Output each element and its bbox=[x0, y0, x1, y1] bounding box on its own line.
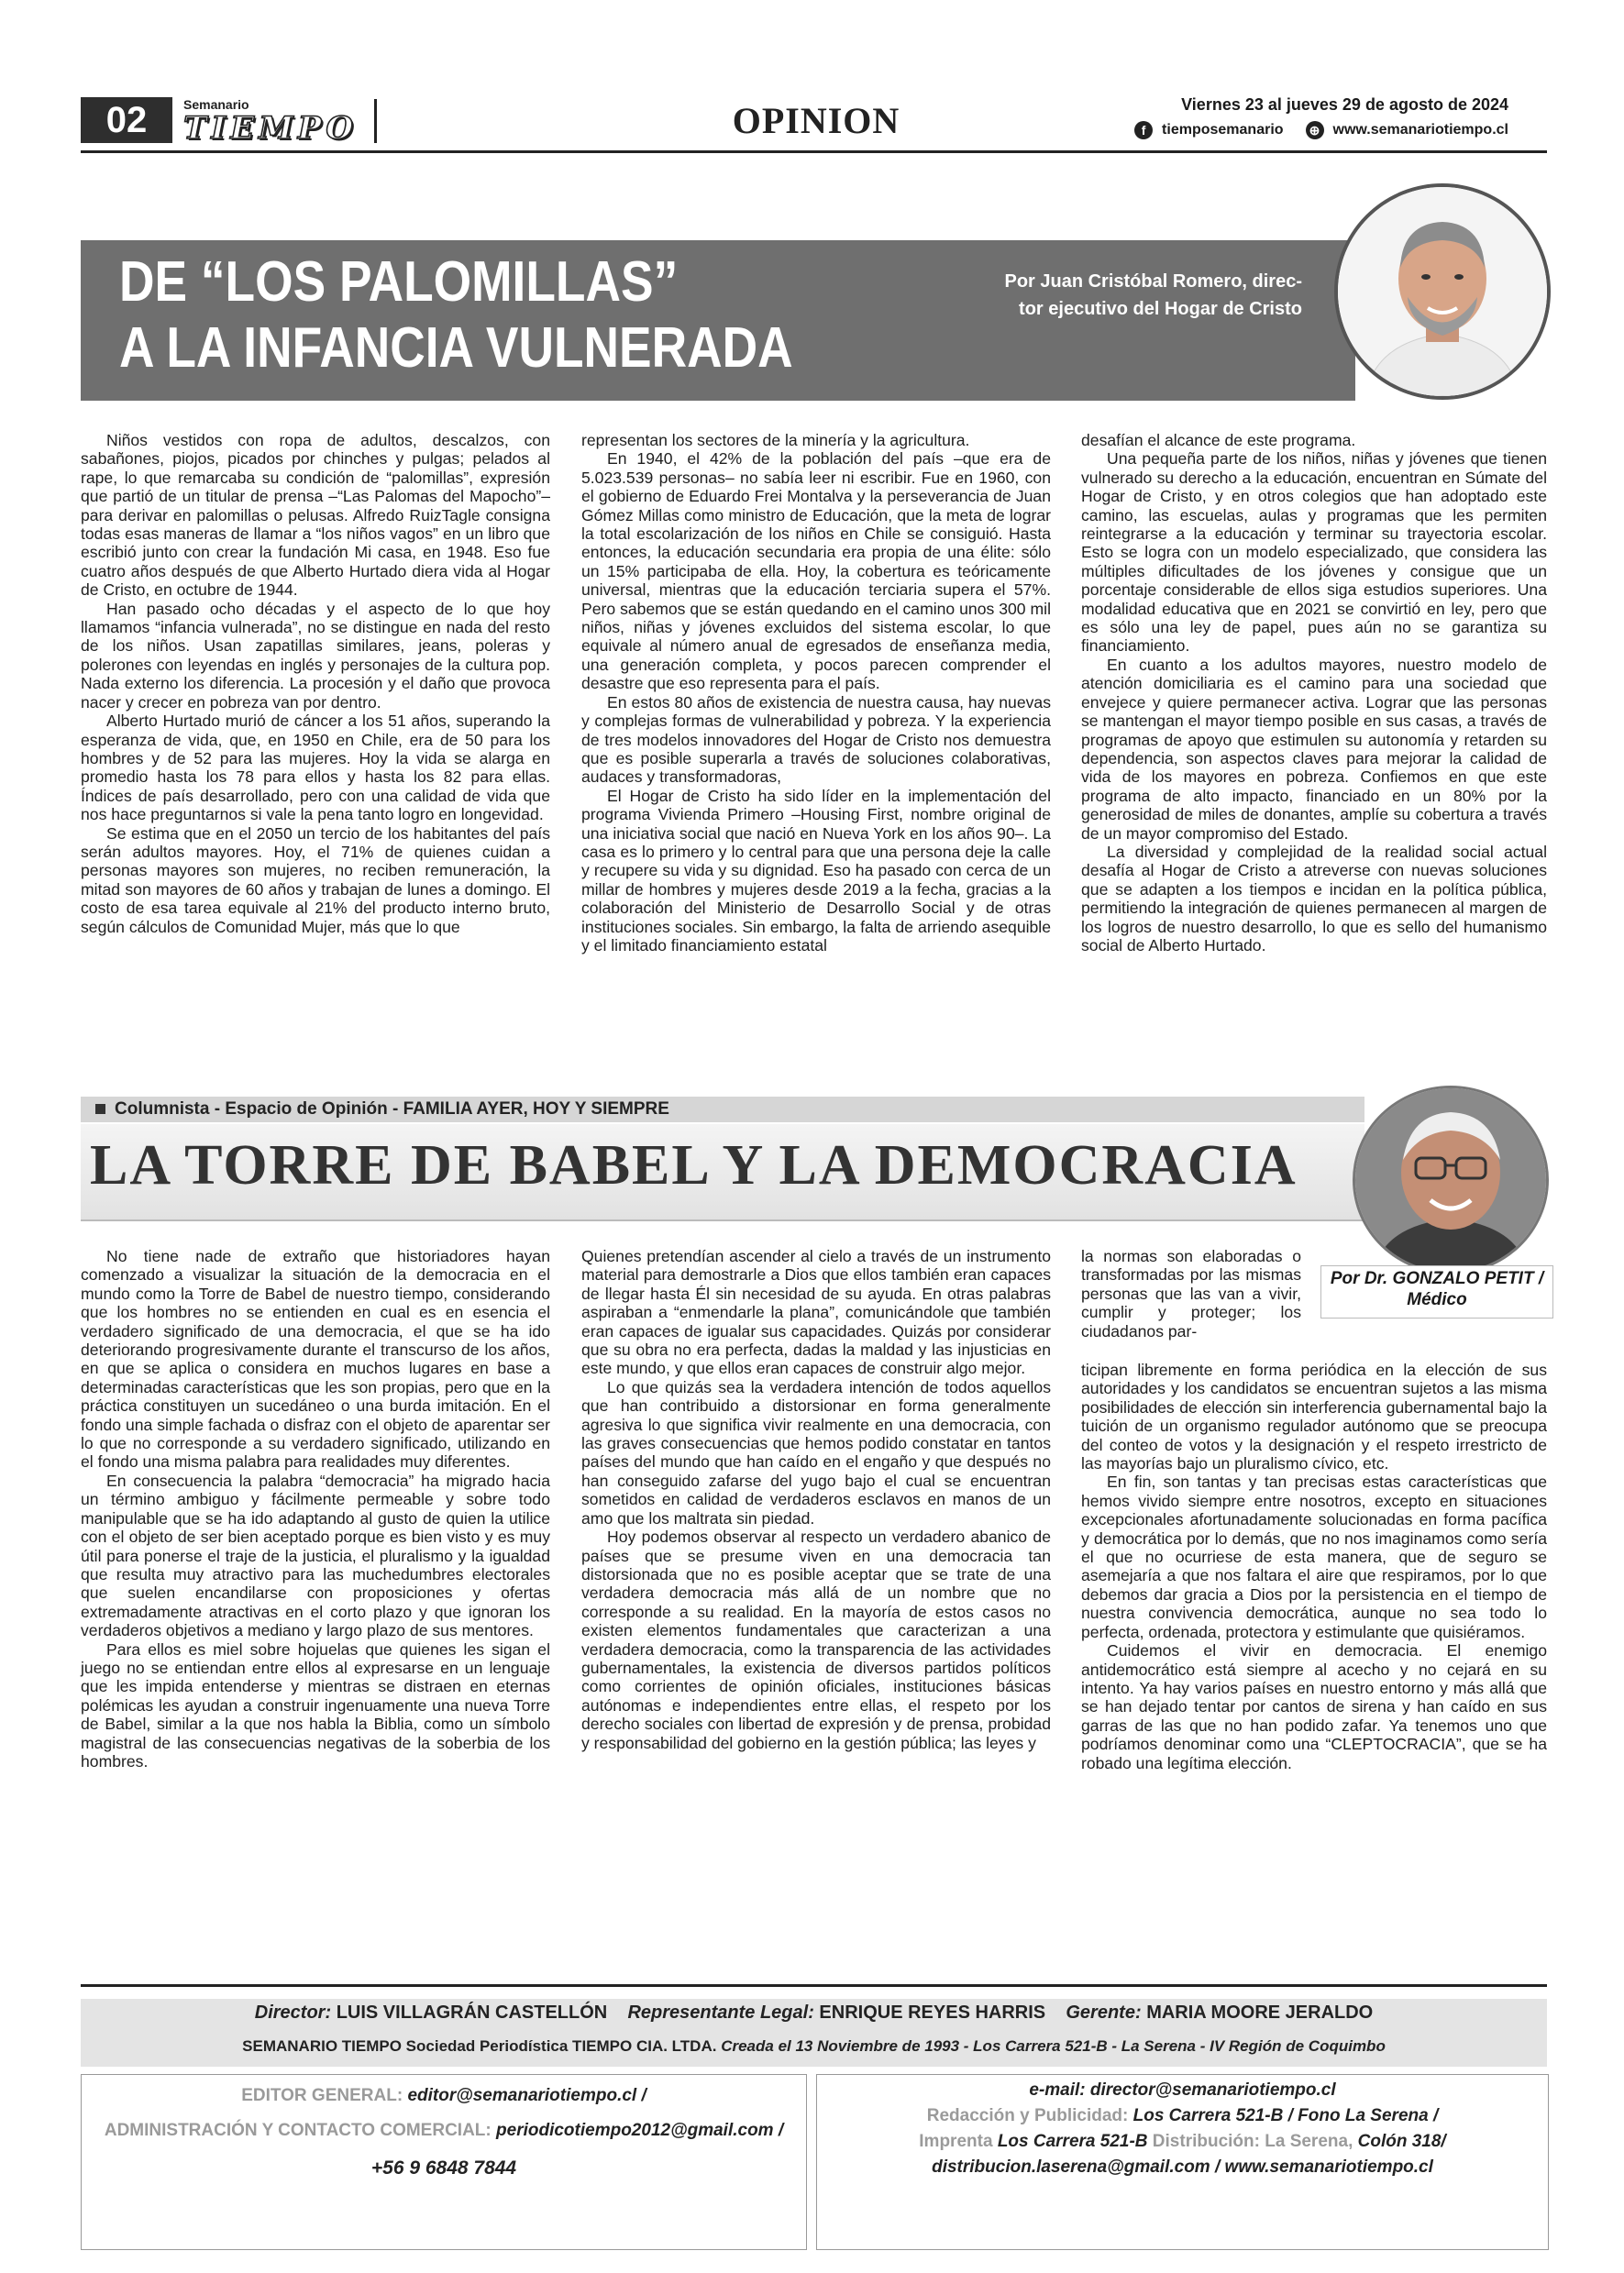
company-name: SEMANARIO TIEMPO Sociedad Periodística TIEMPO CIA. LTDA. bbox=[242, 2037, 717, 2055]
email-line bbox=[817, 2080, 1548, 2101]
admin-email[interactable]: periodicotiempo2012@gmail.com / bbox=[496, 2121, 784, 2140]
director-label: Director: bbox=[254, 2003, 332, 2023]
paragraph: Cuidemos el vivir en democracia. El enemigo antidemocrático está siempre al acecho y no cejará en su intento. Ya hay varios países en nuestro entorno y más allá que se han dejado tentar por cantos de sirena y han caído en sus garras de las que no han podido zafar. Ya tenemos uno que podríamos denominar como una “CLEPTOCRACIA”, que se ha robado una legítima elección. bbox=[1081, 1641, 1547, 1772]
paragraph: Hoy podemos observar al respecto un verdadero abanico de países que se presume viven en una democracia tan distorsionada que no es posible aceptar que se trate de una verdadera democracia más allá de un nombre que no corresponde a su realidad. En la mayoría de estos casos no existen elementos fundamentales que caracterizan a una verdadera democracia, como la transparencia de las actividades gubernamentales, la existencia de diversos partidos políticos como corrientes de opinión oficiales, instituciones básicas autónomas e independientes entre ellas, el respeto por los derecho sociales con libertad de expresión y de prensa, probidad y responsabilidad del gobierno en la gestión pública; las leyes y bbox=[581, 1528, 1051, 1752]
footer-rule bbox=[81, 1984, 1547, 1987]
article2-column3 bbox=[1081, 1361, 1547, 1772]
author-photo-petit bbox=[1353, 1086, 1549, 1274]
paragraph: la normas son elaboradas o transformadas por las mismas personas que las van a vivir, cumplir y proteger; los ciudadanos par- bbox=[1081, 1247, 1301, 1341]
paragraph: Una pequeña parte de los niños, niñas y jóvenes que tienen vulnerado su derecho a la educación, encuentran en Súmate del Hogar de Cristo, y en otros colegios que han adoptado este camino, las escuelas, aulas y programas que les permiten reintegrarse a la educación y terminar su trayectoria escolar. Esto se logra con un modelo especializado, que considera las múltiples dificultades de los jóvenes y consigue que un porcentaje considerable de ellos siga estudios superiores. Una modalidad educativa que en 2021 se convirtió en ley, pero que es sólo una ley de papel, pues aún no se garantiza su financiamiento. bbox=[1081, 449, 1547, 656]
article1-byline-line2: tor ejecutivo del Hogar de Cristo bbox=[1019, 299, 1302, 319]
admin-line bbox=[82, 2121, 806, 2141]
article1-title bbox=[119, 249, 829, 381]
email-label: e-mail: bbox=[1029, 2080, 1086, 2100]
redaccion-line bbox=[817, 2106, 1548, 2126]
article1-title-line1: DE “LOS PALOMILLAS” bbox=[119, 250, 679, 314]
article2-kicker-text: Columnista - Espacio de Opinión - FAMILIA AYER, HOY Y SIEMPRE bbox=[115, 1099, 669, 1119]
phone-number[interactable]: +56 9 6848 7844 bbox=[370, 2157, 517, 2179]
editor-email[interactable]: editor@semanariotiempo.cl / bbox=[407, 2086, 646, 2105]
header-rule bbox=[81, 150, 1547, 153]
article1-byline bbox=[990, 268, 1302, 323]
legal-label: Representante Legal: bbox=[627, 2003, 814, 2023]
article2-column3-narrow bbox=[1081, 1247, 1301, 1341]
paragraph: En fin, son tantas y tan precisas estas características que hemos vivido siempre entre nosotros, excepto en situaciones excepcionales afortunadamente solucionadas en forma pacífica y democrática por lo demás, que no nos imaginamos como sería el que no ocurriese de esta manera, que de seguro se asemejaría a que nos faltara el aire que respiramos, por lo que debemos dar gracia a Dios por la persistencia en el tiempo de nuestra convivencia democrática, aunque no sea todo lo perfecta, ordenada, protectora y estimulante que quisiéramos. bbox=[1081, 1473, 1547, 1641]
paragraph: No tiene nade de extraño que historiadores hayan comenzado a visualizar la situación de la democracia en el mundo como la Torre de Babel de nuestro tiempo, considerando que los hombres no se entienden en cual es en esencia el verdadero significado de una democracia, el que se ha ido deteriorando progresivamente durante el transcurso de los años, en que se aplica o considera en muchos lugares en base a determinadas características que les son propias, pero que en la práctica constituyen un sucedáneo o una burda imitación. En el fondo una simple fachada o disfraz con el objeto de aparentar ser lo que no corresponde a su verdadero significado, utilizando en el fondo una misma palabra para realidades muy diferentes. bbox=[81, 1247, 550, 1472]
phone-line bbox=[82, 2157, 806, 2179]
footer-contact-right bbox=[816, 2074, 1549, 2250]
distribucion-contact[interactable]: distribucion.laserena@gmail.com / www.semanariotiempo.cl bbox=[932, 2157, 1433, 2177]
manager-label: Gerente: bbox=[1066, 2003, 1142, 2023]
social-links bbox=[1134, 121, 1508, 139]
company-line bbox=[81, 2037, 1547, 2056]
distribucion-address: Colón 318/ bbox=[1357, 2132, 1446, 2151]
paragraph: En cuanto a los adultos mayores, nuestro modelo de atención domiciliaria es el camino para una sociedad que envejece y quiere permanecer activa. Lograr que las personas se mantengan el mayor tiempo posible en sus casas, a través de programas de apoyo que estimulen su autonomía y retarden su dependencia, son aspectos claves para mejorar la calidad de vida de los mayores en pobreza. Confiemos en que este programa de alto impacto, financiado en un 80% por la generosidad de miles de donantes, amplíe su cobertura a través de un mayor compromiso del Estado. bbox=[1081, 655, 1547, 843]
paragraph: Han pasado ocho décadas y el aspecto de lo que hoy llamamos “infancia vulnerada”, no se distingue en nada del resto de los niños. Usan zapatillas similares, jeans, poleras y polerones con leyendas en inglés y personajes de la cultura pop. Nada externo los diferencia. La procesión y el daño que provoca nacer y crecer en pobreza van por dentro. bbox=[81, 599, 550, 712]
issue-date: Viernes 23 al jueves 29 de agosto de 2024 bbox=[1181, 95, 1508, 114]
article1-column2 bbox=[581, 431, 1051, 954]
header-divider bbox=[374, 99, 377, 143]
facebook-handle[interactable]: tiemposemanario bbox=[1162, 122, 1284, 138]
paragraph: Para ellos es miel sobre hojuelas que quienes les sigan el juego no se entiendan entre ellos al expresarse en un lenguaje que les impida entenderse y mientras se distraen en eternas polémicas les ayudan a construir ingenuamente una nueva Torre de Babel, similar a la que nos habla la Biblia, como un símbolo magistral de las consecuencias negativas de la soberbia de los hombres. bbox=[81, 1639, 550, 1771]
paragraph: La diversidad y complejidad de la realidad social actual desafía al Hogar de Cristo a atreverse con nuevas soluciones que se adapten a los tiempos e incidan en la política pública, permitiendo la integración de quienes permanecen al margen de los logros de nuestro desarrollo, lo que es sello del humanismo social de Alberto Hurtado. bbox=[1081, 842, 1547, 954]
article2-byline-line2: Médico bbox=[1407, 1290, 1467, 1309]
square-bullet-icon bbox=[95, 1104, 105, 1114]
paragraph: Lo que quizás sea la verdadera intención de todos aquellos que han contribuido a distorsionar en forma generalmente agresiva lo que significa vivir realmente en una democracia, con las graves consecuencias que hemos podido constatar en tantos países del mundo que han caído en el engaño y que después no han conseguido zafarse del yugo bajo el cual se encuentran sometidos en calidad de verdaderos esclavos en manos de un amo que los maltrata sin piedad. bbox=[581, 1377, 1051, 1528]
section-title: OPINION bbox=[732, 100, 900, 141]
distribucion-line bbox=[817, 2157, 1548, 2178]
paragraph: En estos 80 años de existencia de nuestra causa, hay nuevas y complejas formas de vulnerabilidad y pobreza. Y la experiencia de tres modelos innovadores del Hogar de Cristo nos demuestra que es posible superarla a través de soluciones colaborativas, audaces y transformadoras, bbox=[581, 692, 1051, 787]
redaccion-label: Redacción y Publicidad: bbox=[926, 2106, 1129, 2125]
staff-line bbox=[81, 2003, 1547, 2024]
redaccion-address: Los Carrera 521-B / Fono La Serena / bbox=[1132, 2106, 1439, 2125]
paragraph: ticipan libremente en forma periódica en la elección de sus autoridades y los candidatos se encuentran sujetos a las misma posibilidades de elección sin interferencia gubernamental bajo la tuición de un organismo regulador autónomo que se preocupa del conteo de votos y la designación y el respeto irrestricto de las mayorías bajo un pluralismo cívico, etc. bbox=[1081, 1361, 1547, 1473]
brand-kicker: Semanario bbox=[183, 97, 249, 112]
article1-title-line2: A LA INFANCIA VULNERADA bbox=[119, 316, 793, 380]
admin-label: ADMINISTRACIÓN Y CONTACTO COMERCIAL: bbox=[104, 2121, 492, 2140]
manager-name: MARIA MOORE JERALDO bbox=[1146, 2003, 1374, 2023]
director-name: LUIS VILLAGRÁN CASTELLÓN bbox=[336, 2003, 608, 2023]
paragraph: En consecuencia la palabra “democracia” ha migrado hacia un término ambiguo y fácilmente permeable y sobre todo manipulable que se ha ido adaptando al gusto de quien la utilice con el objeto de ser bien aceptado porque es bien visto y es muy útil para ponerse el traje de la justicia, el pluralismo y la igualdad que resulta muy atractivo para las muchedumbres electorales que suelen encandilarse con proposiciones y ofertas extremadamente atractivas en el corto plazo y que ignoran los verdaderos objetivos a mediano y largo plazo de sus mentores. bbox=[81, 1471, 550, 1640]
paragraph: Niños vestidos con ropa de adultos, descalzos, con sabañones, piojos, picados por chinches y pulgas; pelados al rape, lo que remarcaba su condición de “palomillas”, expresión que partió de un titular de prensa –“Las Palomas del Mapocho”– para derivar en palomillas o pelusas. Alfredo RuizTagle consigna todas esas maneras de llamar a “los niños vagos” en un libro que escribió junto con crear la fundación Mi casa, en 1948. Eso fue cuatro años después de que Alberto Hurtado diera vida al Hogar de Cristo, en octubre de 1944. bbox=[81, 431, 550, 600]
page-number: 02 bbox=[81, 97, 172, 143]
editor-line bbox=[82, 2086, 806, 2106]
editor-label: EDITOR GENERAL: bbox=[241, 2086, 403, 2105]
article2-byline bbox=[1320, 1265, 1553, 1319]
facebook-icon: f bbox=[1134, 121, 1153, 139]
paragraph: Quienes pretendían ascender al cielo a través de un instrumento material para demostrarle a Dios que ellos también eran capaces de llegar hasta Él sin necesidad de su ayuda. En otras palabras aspiraban a “enmendarle la plana”, comunicándole que también eran capaces de igualar sus capacidades. Quizás por considerar que su obra no era perfecta, dadas la maldad y las injusticias en este mundo, y que ellos eran capaces de construir algo mejor. bbox=[581, 1247, 1051, 1378]
imprenta-address: Los Carrera 521-B bbox=[997, 2132, 1148, 2151]
article1-column1 bbox=[81, 431, 550, 936]
company-info: Creada el 13 Noviembre de 1993 - Los Carrera 521-B - La Serena - IV Región de Coquimbo bbox=[721, 2037, 1386, 2055]
article2-title: LA TORRE DE BABEL Y LA DEMOCRACIA bbox=[90, 1134, 1298, 1197]
paragraph: Se estima que en el 2050 un tercio de los habitantes del país serán adultos mayores. Hoy, el 71% de quienes cuidan a personas mayores son mujeres, no reciben remuneración, la mitad son mayores de 60 años y trabajan de lunes a domingo. El costo de esa tarea equivale al 21% del producto interno bruto, según cálculos de Comunidad Mujer, más que lo que bbox=[81, 823, 550, 936]
brand-logo: TIEMPO bbox=[183, 110, 358, 147]
author-photo-romero bbox=[1334, 183, 1551, 400]
article1-column3 bbox=[1081, 431, 1547, 954]
imprenta-line bbox=[817, 2132, 1548, 2152]
paragraph: En 1940, el 42% de la población del país –que era de 5.023.539 personas– no sabía leer ni escribir. Fue en 1960, con el gobierno de Eduardo Frei Montalva y la perseverancia de Juan Gómez Millas como ministro de Educación, que la meta de lograr la total escolarización de los niños en Chile se consiguió. Hasta entonces, la educación secundaria era propia de una élite: sólo un 15% participaba de ella. Hoy, la cobertura es teóricamente universal, mientras que la educación terciaria supera el 57%. Pero sabemos que se están quedando en el camino unos 300 mil niños, niñas y jóvenes excluidos del sistema escolar, lo que equivale al número anual de egresados de enseñanza media, una generación completa, y pocos parecen comprender el desastre que eso representa para el país. bbox=[581, 449, 1051, 693]
paragraph: Alberto Hurtado murió de cáncer a los 51 años, superando la esperanza de vida, que, en 1950 en Chile, era de 50 para los hombres y de 52 para las mujeres. Hoy la vida se alarga en promedio hasta los 78 para ellos y hasta los 82 para ellas. Índices de país desarrollado, pero con una calidad de vida que nos hace preguntarnos si vale la pena tanto logro en longevidad. bbox=[81, 712, 550, 824]
globe-icon: ⊕ bbox=[1306, 121, 1324, 139]
legal-name: ENRIQUE REYES HARRIS bbox=[819, 2003, 1046, 2023]
paragraph: El Hogar de Cristo ha sido líder en la implementación del programa Vivienda Primero –Housing First, nombre original de una iniciativa social que nació en Nueva York en los años 90–. La casa es lo primero y lo central para que una persona deje la calle y recupere su vida y su dignidad. Eso ha pasado con cerca de un millar de hombres y mujeres desde 2019 a la fecha, gracias a la colaboración del Ministerio de Desarrollo Social y de otras instituciones sociales. Sin embargo, la falta de arriendo asequible y el limitado financiamiento estatal bbox=[581, 786, 1051, 954]
article2-kicker bbox=[81, 1097, 1364, 1122]
paragraph: desafían el alcance de este programa. bbox=[1081, 431, 1356, 449]
article2-column2 bbox=[581, 1247, 1051, 1752]
article2-byline-line1: Por Dr. GONZALO PETIT / bbox=[1330, 1269, 1544, 1288]
distribucion-label: Distribución: La Serena, bbox=[1152, 2132, 1353, 2151]
imprenta-label: Imprenta bbox=[919, 2132, 993, 2151]
website-link[interactable]: www.semanariotiempo.cl bbox=[1332, 122, 1508, 138]
paragraph: representan los sectores de la minería y la agricultura. bbox=[581, 431, 970, 449]
article2-column1 bbox=[81, 1247, 550, 1771]
article1-byline-line1: Por Juan Cristóbal Romero, direc- bbox=[1004, 271, 1302, 292]
footer-contact-left bbox=[81, 2074, 807, 2250]
director-email[interactable]: director@semanariotiempo.cl bbox=[1089, 2080, 1336, 2100]
